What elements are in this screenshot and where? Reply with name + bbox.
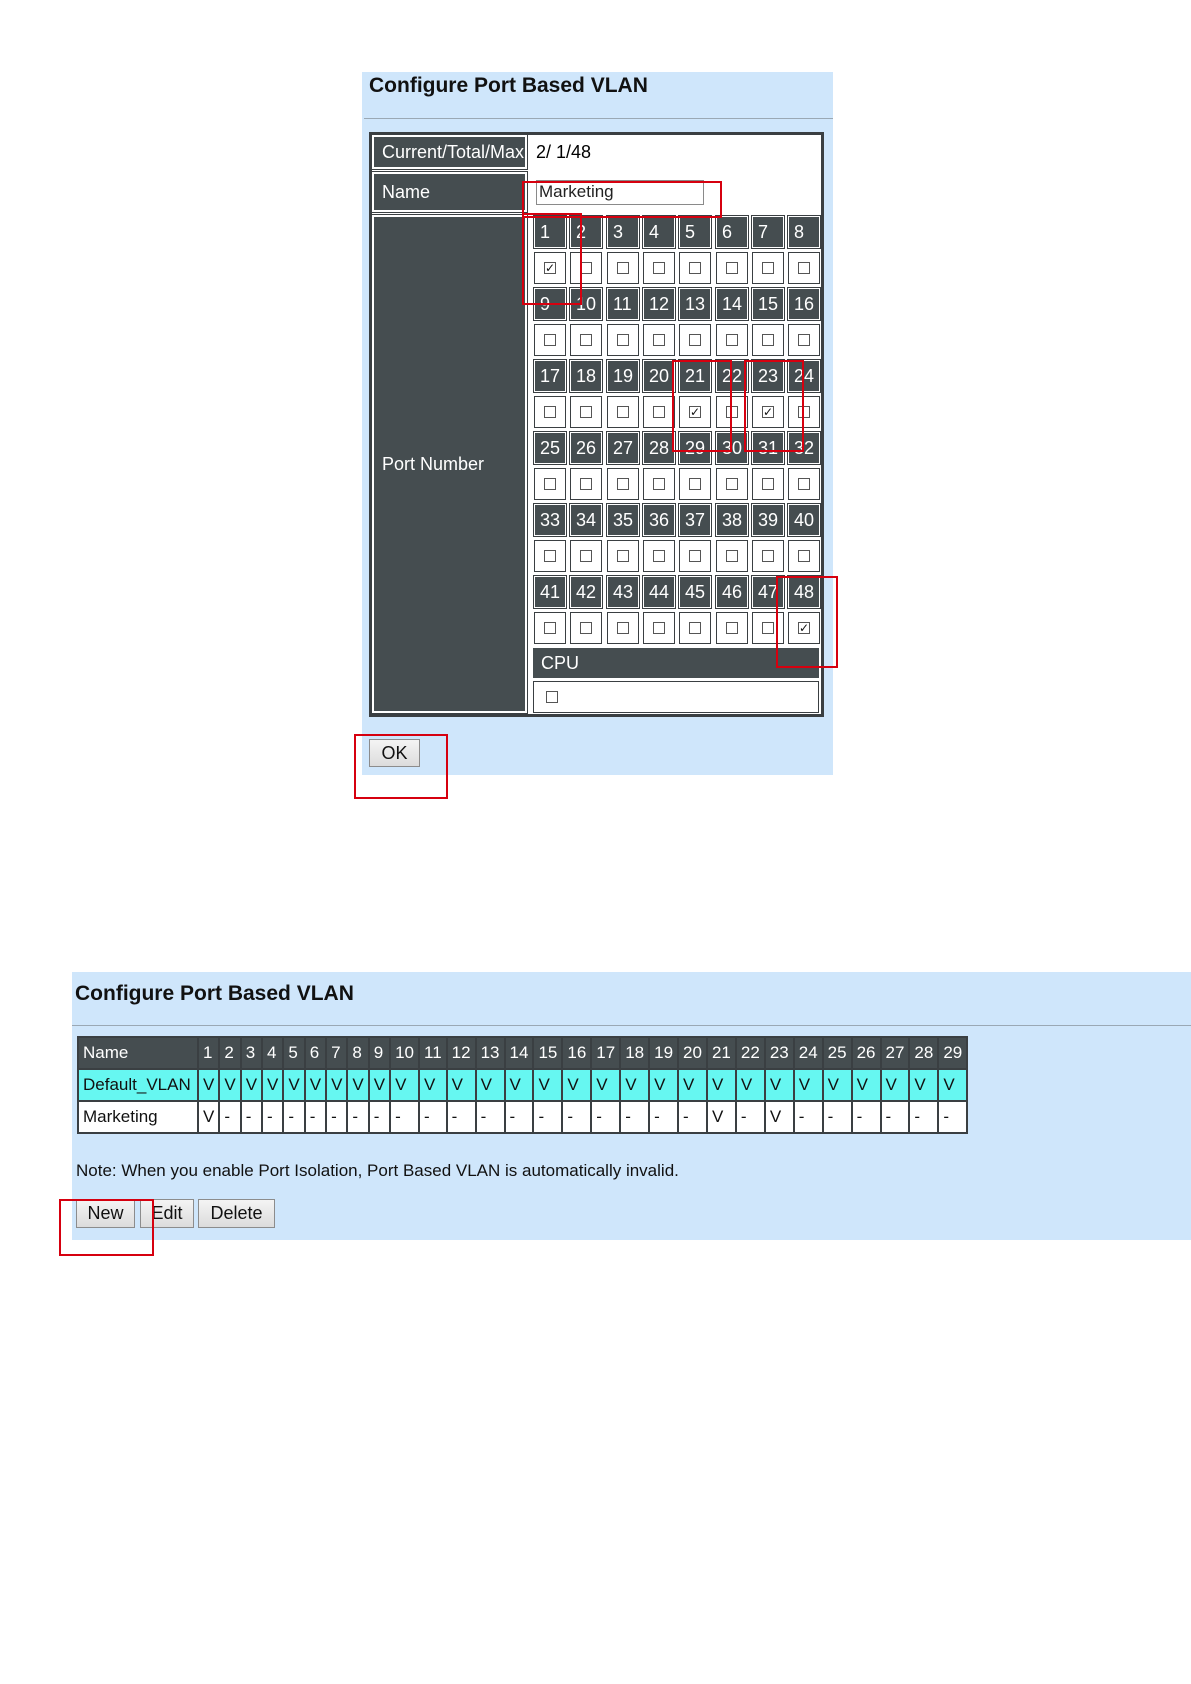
port-column-header-28: 28 xyxy=(910,1038,937,1068)
port-membership-cell: - xyxy=(592,1102,619,1132)
port-membership-cell: V xyxy=(391,1070,418,1100)
port-40-header: 40 xyxy=(788,504,820,536)
port-19-header: 19 xyxy=(607,360,639,392)
port-membership-cell: - xyxy=(220,1102,239,1132)
port-membership-cell: V xyxy=(563,1070,590,1100)
port-column-header-20: 20 xyxy=(679,1038,706,1068)
port-31-checkbox[interactable] xyxy=(762,478,774,490)
port-3-checkbox-cell xyxy=(607,252,639,284)
port-42-checkbox-cell xyxy=(570,612,602,644)
list-title-rule xyxy=(72,1025,1191,1026)
port-20-checkbox-cell xyxy=(643,396,675,428)
port-34-checkbox[interactable] xyxy=(580,550,592,562)
port-34-checkbox-cell xyxy=(570,540,602,572)
port-2-checkbox-cell xyxy=(570,252,602,284)
port-20-header: 20 xyxy=(643,360,675,392)
port-46-checkbox[interactable] xyxy=(726,622,738,634)
port-44-header: 44 xyxy=(643,576,675,608)
port-column-header-26: 26 xyxy=(853,1038,880,1068)
port-13-checkbox-cell xyxy=(679,324,711,356)
port-10-checkbox[interactable] xyxy=(580,334,592,346)
port-8-checkbox-cell xyxy=(788,252,820,284)
port-24-checkbox[interactable] xyxy=(798,406,810,418)
port-39-header: 39 xyxy=(752,504,784,536)
port-11-checkbox[interactable] xyxy=(617,334,629,346)
port-membership-cell: V xyxy=(679,1070,706,1100)
port-44-checkbox-cell xyxy=(643,612,675,644)
port-membership-cell: - xyxy=(650,1102,677,1132)
port-30-checkbox-cell xyxy=(716,468,748,500)
port-membership-cell: V xyxy=(795,1070,822,1100)
port-24-checkbox-cell xyxy=(788,396,820,428)
port-15-header: 15 xyxy=(752,288,784,320)
port-25-checkbox-cell xyxy=(534,468,566,500)
port-1-checkbox-cell xyxy=(534,252,566,284)
port-membership-cell: - xyxy=(939,1102,966,1132)
port-5-checkbox[interactable] xyxy=(689,262,701,274)
port-37-checkbox[interactable] xyxy=(689,550,701,562)
port-membership-cell: V xyxy=(306,1070,325,1100)
port-8-header: 8 xyxy=(788,216,820,248)
port-4-checkbox[interactable] xyxy=(653,262,665,274)
port-45-checkbox[interactable] xyxy=(689,622,701,634)
port-24-header: 24 xyxy=(788,360,820,392)
port-8-checkbox[interactable] xyxy=(798,262,810,274)
port-30-header: 30 xyxy=(716,432,748,464)
port-23-header: 23 xyxy=(752,360,784,392)
vlan-name-input[interactable] xyxy=(536,180,704,205)
port-membership-cell: - xyxy=(534,1102,561,1132)
port-membership-cell: - xyxy=(263,1102,282,1132)
port-28-checkbox[interactable] xyxy=(653,478,665,490)
port-column-header-3: 3 xyxy=(242,1038,261,1068)
port-18-header: 18 xyxy=(570,360,602,392)
port-membership-cell: V xyxy=(263,1070,282,1100)
port-11-header: 11 xyxy=(607,288,639,320)
port-10-header: 10 xyxy=(570,288,602,320)
port-column-header-2: 2 xyxy=(220,1038,239,1068)
delete-button[interactable]: Delete xyxy=(198,1199,275,1228)
port-35-header: 35 xyxy=(607,504,639,536)
port-10-checkbox-cell xyxy=(570,324,602,356)
port-14-checkbox-cell xyxy=(716,324,748,356)
port-29-checkbox-cell xyxy=(679,468,711,500)
port-17-checkbox[interactable] xyxy=(544,406,556,418)
port-20-checkbox[interactable] xyxy=(653,406,665,418)
port-12-header: 12 xyxy=(643,288,675,320)
port-membership-cell: V xyxy=(824,1070,851,1100)
port-47-checkbox[interactable] xyxy=(762,622,774,634)
port-membership-cell: V xyxy=(766,1102,793,1132)
port-membership-cell: V xyxy=(348,1070,367,1100)
port-column-header-29: 29 xyxy=(939,1038,966,1068)
port-column-header-11: 11 xyxy=(420,1038,446,1068)
table-row[interactable] xyxy=(79,1070,966,1100)
table-row[interactable] xyxy=(79,1102,966,1132)
port-membership-cell: V xyxy=(534,1070,561,1100)
port-column-header-24: 24 xyxy=(795,1038,822,1068)
port-14-header: 14 xyxy=(716,288,748,320)
cpu-checkbox-cell xyxy=(533,681,819,713)
port-number-label: Port Number xyxy=(372,215,527,713)
port-27-header: 27 xyxy=(607,432,639,464)
port-membership-cell: - xyxy=(477,1102,504,1132)
port-48-checkbox-cell xyxy=(788,612,820,644)
port-35-checkbox-cell xyxy=(607,540,639,572)
port-4-header: 4 xyxy=(643,216,675,248)
port-43-checkbox[interactable] xyxy=(617,622,629,634)
port-22-checkbox-cell xyxy=(716,396,748,428)
port-isolation-note: Note: When you enable Port Isolation, Port Based VLAN is automatically invalid. xyxy=(76,1161,679,1180)
port-17-checkbox-cell xyxy=(534,396,566,428)
ok-button[interactable]: OK xyxy=(369,739,420,767)
port-membership-cell: V xyxy=(621,1070,648,1100)
port-42-checkbox[interactable] xyxy=(580,622,592,634)
port-membership-cell: - xyxy=(284,1102,303,1132)
port-31-checkbox-cell xyxy=(752,468,784,500)
port-membership-cell: V xyxy=(477,1070,504,1100)
port-membership-cell: V xyxy=(708,1070,735,1100)
port-16-checkbox-cell xyxy=(788,324,820,356)
port-membership-cell: - xyxy=(242,1102,261,1132)
port-41-header: 41 xyxy=(534,576,566,608)
new-button[interactable]: New xyxy=(76,1199,135,1228)
port-membership-cell: - xyxy=(391,1102,418,1132)
port-6-checkbox-cell xyxy=(716,252,748,284)
port-column-header-19: 19 xyxy=(650,1038,677,1068)
port-39-checkbox-cell xyxy=(752,540,784,572)
port-40-checkbox-cell xyxy=(788,540,820,572)
port-9-checkbox-cell xyxy=(534,324,566,356)
port-38-header: 38 xyxy=(716,504,748,536)
port-membership-cell: V xyxy=(220,1070,239,1100)
port-membership-cell: - xyxy=(621,1102,648,1132)
port-column-header-13: 13 xyxy=(477,1038,504,1068)
port-6-checkbox[interactable] xyxy=(726,262,738,274)
port-27-checkbox-cell xyxy=(607,468,639,500)
port-33-checkbox[interactable] xyxy=(544,550,556,562)
port-membership-cell: - xyxy=(910,1102,937,1132)
vlan-name-cell: Marketing xyxy=(79,1102,197,1132)
port-7-checkbox[interactable] xyxy=(762,262,774,274)
current-total-max-label: Current/Total/Max xyxy=(372,135,527,169)
port-membership-cell: - xyxy=(679,1102,706,1132)
port-membership-cell: - xyxy=(853,1102,880,1132)
port-6-header: 6 xyxy=(716,216,748,248)
port-26-header: 26 xyxy=(570,432,602,464)
port-membership-cell: - xyxy=(448,1102,475,1132)
port-membership-cell: V xyxy=(506,1070,533,1100)
port-membership-cell: - xyxy=(327,1102,346,1132)
port-5-checkbox-cell xyxy=(679,252,711,284)
name-label: Name xyxy=(372,172,527,212)
port-membership-cell: V xyxy=(708,1102,735,1132)
port-membership-cell: - xyxy=(306,1102,325,1132)
port-15-checkbox[interactable] xyxy=(762,334,774,346)
list-header-row xyxy=(79,1038,966,1068)
port-membership-cell: V xyxy=(199,1102,218,1132)
port-43-header: 43 xyxy=(607,576,639,608)
port-column-header-12: 12 xyxy=(448,1038,475,1068)
port-9-checkbox[interactable] xyxy=(544,334,556,346)
port-column-header-22: 22 xyxy=(737,1038,764,1068)
form-title: Configure Port Based VLAN xyxy=(369,74,648,97)
port-column-header-4: 4 xyxy=(263,1038,282,1068)
port-19-checkbox[interactable] xyxy=(617,406,629,418)
port-29-header: 29 xyxy=(679,432,711,464)
port-1-header: 1 xyxy=(534,216,566,248)
port-22-checkbox[interactable] xyxy=(726,406,738,418)
port-42-header: 42 xyxy=(570,576,602,608)
port-21-checkbox-cell xyxy=(679,396,711,428)
port-43-checkbox-cell xyxy=(607,612,639,644)
name-cell xyxy=(530,172,820,212)
vlan-list-table xyxy=(77,1036,968,1134)
current-total-max-value: 2/ 1/48 xyxy=(530,135,820,169)
port-45-header: 45 xyxy=(679,576,711,608)
port-21-checkbox[interactable]: ✓ xyxy=(690,405,701,419)
port-membership-cell: V xyxy=(370,1070,389,1100)
port-membership-cell: V xyxy=(327,1070,346,1100)
port-23-checkbox[interactable]: ✓ xyxy=(763,405,774,419)
port-15-checkbox-cell xyxy=(752,324,784,356)
port-column-header-25: 25 xyxy=(824,1038,851,1068)
port-12-checkbox[interactable] xyxy=(653,334,665,346)
form-title-rule xyxy=(364,118,833,119)
port-7-checkbox-cell xyxy=(752,252,784,284)
port-column-header-1: 1 xyxy=(199,1038,218,1068)
port-32-header: 32 xyxy=(788,432,820,464)
port-membership-cell: V xyxy=(939,1070,966,1100)
port-5-header: 5 xyxy=(679,216,711,248)
port-column-header-7: 7 xyxy=(327,1038,346,1068)
port-membership-cell: - xyxy=(737,1102,764,1132)
port-32-checkbox-cell xyxy=(788,468,820,500)
port-12-checkbox-cell xyxy=(643,324,675,356)
port-34-header: 34 xyxy=(570,504,602,536)
port-membership-cell: V xyxy=(650,1070,677,1100)
port-31-header: 31 xyxy=(752,432,784,464)
port-18-checkbox-cell xyxy=(570,396,602,428)
port-36-checkbox-cell xyxy=(643,540,675,572)
port-26-checkbox-cell xyxy=(570,468,602,500)
edit-button[interactable]: Edit xyxy=(140,1199,194,1228)
port-36-checkbox[interactable] xyxy=(653,550,665,562)
port-membership-cell: V xyxy=(420,1070,446,1100)
port-38-checkbox[interactable] xyxy=(726,550,738,562)
port-48-checkbox[interactable]: ✓ xyxy=(799,621,810,635)
port-membership-cell: V xyxy=(766,1070,793,1100)
port-membership-cell: - xyxy=(563,1102,590,1132)
port-39-checkbox[interactable] xyxy=(762,550,774,562)
port-membership-cell: - xyxy=(420,1102,446,1132)
port-column-header-21: 21 xyxy=(708,1038,735,1068)
port-17-header: 17 xyxy=(534,360,566,392)
port-47-checkbox-cell xyxy=(752,612,784,644)
port-30-checkbox[interactable] xyxy=(726,478,738,490)
port-column-header-15: 15 xyxy=(534,1038,561,1068)
port-45-checkbox-cell xyxy=(679,612,711,644)
port-4-checkbox-cell xyxy=(643,252,675,284)
port-13-header: 13 xyxy=(679,288,711,320)
port-35-checkbox[interactable] xyxy=(617,550,629,562)
port-membership-cell: V xyxy=(737,1070,764,1100)
port-46-header: 46 xyxy=(716,576,748,608)
port-membership-cell: V xyxy=(853,1070,880,1100)
port-membership-cell: - xyxy=(882,1102,909,1132)
port-25-checkbox[interactable] xyxy=(544,478,556,490)
port-32-checkbox[interactable] xyxy=(798,478,810,490)
port-column-header-23: 23 xyxy=(766,1038,793,1068)
port-47-header: 47 xyxy=(752,576,784,608)
port-membership-cell: V xyxy=(910,1070,937,1100)
port-3-checkbox[interactable] xyxy=(617,262,629,274)
port-27-checkbox[interactable] xyxy=(617,478,629,490)
port-column-header-6: 6 xyxy=(306,1038,325,1068)
port-3-header: 3 xyxy=(607,216,639,248)
port-21-header: 21 xyxy=(679,360,711,392)
port-column-header-8: 8 xyxy=(348,1038,367,1068)
port-membership-cell: - xyxy=(824,1102,851,1132)
port-7-header: 7 xyxy=(752,216,784,248)
port-membership-cell: V xyxy=(592,1070,619,1100)
port-2-header: 2 xyxy=(570,216,602,248)
port-membership-cell: - xyxy=(795,1102,822,1132)
port-16-header: 16 xyxy=(788,288,820,320)
port-19-checkbox-cell xyxy=(607,396,639,428)
port-column-header-14: 14 xyxy=(506,1038,533,1068)
port-37-header: 37 xyxy=(679,504,711,536)
port-28-header: 28 xyxy=(643,432,675,464)
port-9-header: 9 xyxy=(534,288,566,320)
port-column-header-18: 18 xyxy=(621,1038,648,1068)
port-18-checkbox[interactable] xyxy=(580,406,592,418)
port-33-header: 33 xyxy=(534,504,566,536)
list-title: Configure Port Based VLAN xyxy=(75,982,354,1005)
port-membership-cell: V xyxy=(284,1070,303,1100)
port-25-header: 25 xyxy=(534,432,566,464)
port-37-checkbox-cell xyxy=(679,540,711,572)
cpu-checkbox[interactable] xyxy=(546,691,558,703)
port-column-header-5: 5 xyxy=(284,1038,303,1068)
port-membership-cell: V xyxy=(242,1070,261,1100)
port-26-checkbox[interactable] xyxy=(580,478,592,490)
port-16-checkbox[interactable] xyxy=(798,334,810,346)
port-column-header-17: 17 xyxy=(592,1038,619,1068)
port-membership-cell: - xyxy=(506,1102,533,1132)
port-22-header: 22 xyxy=(716,360,748,392)
port-38-checkbox-cell xyxy=(716,540,748,572)
port-column-header-9: 9 xyxy=(370,1038,389,1068)
port-36-header: 36 xyxy=(643,504,675,536)
port-membership-cell: - xyxy=(370,1102,389,1132)
port-40-checkbox[interactable] xyxy=(798,550,810,562)
port-11-checkbox-cell xyxy=(607,324,639,356)
port-46-checkbox-cell xyxy=(716,612,748,644)
port-28-checkbox-cell xyxy=(643,468,675,500)
port-44-checkbox[interactable] xyxy=(653,622,665,634)
port-membership-cell: V xyxy=(199,1070,218,1100)
cpu-header: CPU xyxy=(533,648,819,678)
port-41-checkbox[interactable] xyxy=(544,622,556,634)
port-29-checkbox[interactable] xyxy=(689,478,701,490)
port-membership-cell: - xyxy=(348,1102,367,1132)
port-column-header-10: 10 xyxy=(391,1038,418,1068)
port-13-checkbox[interactable] xyxy=(689,334,701,346)
port-column-header-16: 16 xyxy=(563,1038,590,1068)
port-14-checkbox[interactable] xyxy=(726,334,738,346)
name-column-header: Name xyxy=(79,1038,197,1068)
port-23-checkbox-cell xyxy=(752,396,784,428)
port-2-checkbox[interactable] xyxy=(580,262,592,274)
port-33-checkbox-cell xyxy=(534,540,566,572)
port-48-header: 48 xyxy=(788,576,820,608)
port-1-checkbox[interactable]: ✓ xyxy=(545,261,556,275)
port-41-checkbox-cell xyxy=(534,612,566,644)
port-membership-cell: V xyxy=(448,1070,475,1100)
port-column-header-27: 27 xyxy=(882,1038,909,1068)
vlan-name-cell: Default_VLAN xyxy=(79,1070,197,1100)
port-membership-cell: V xyxy=(882,1070,909,1100)
